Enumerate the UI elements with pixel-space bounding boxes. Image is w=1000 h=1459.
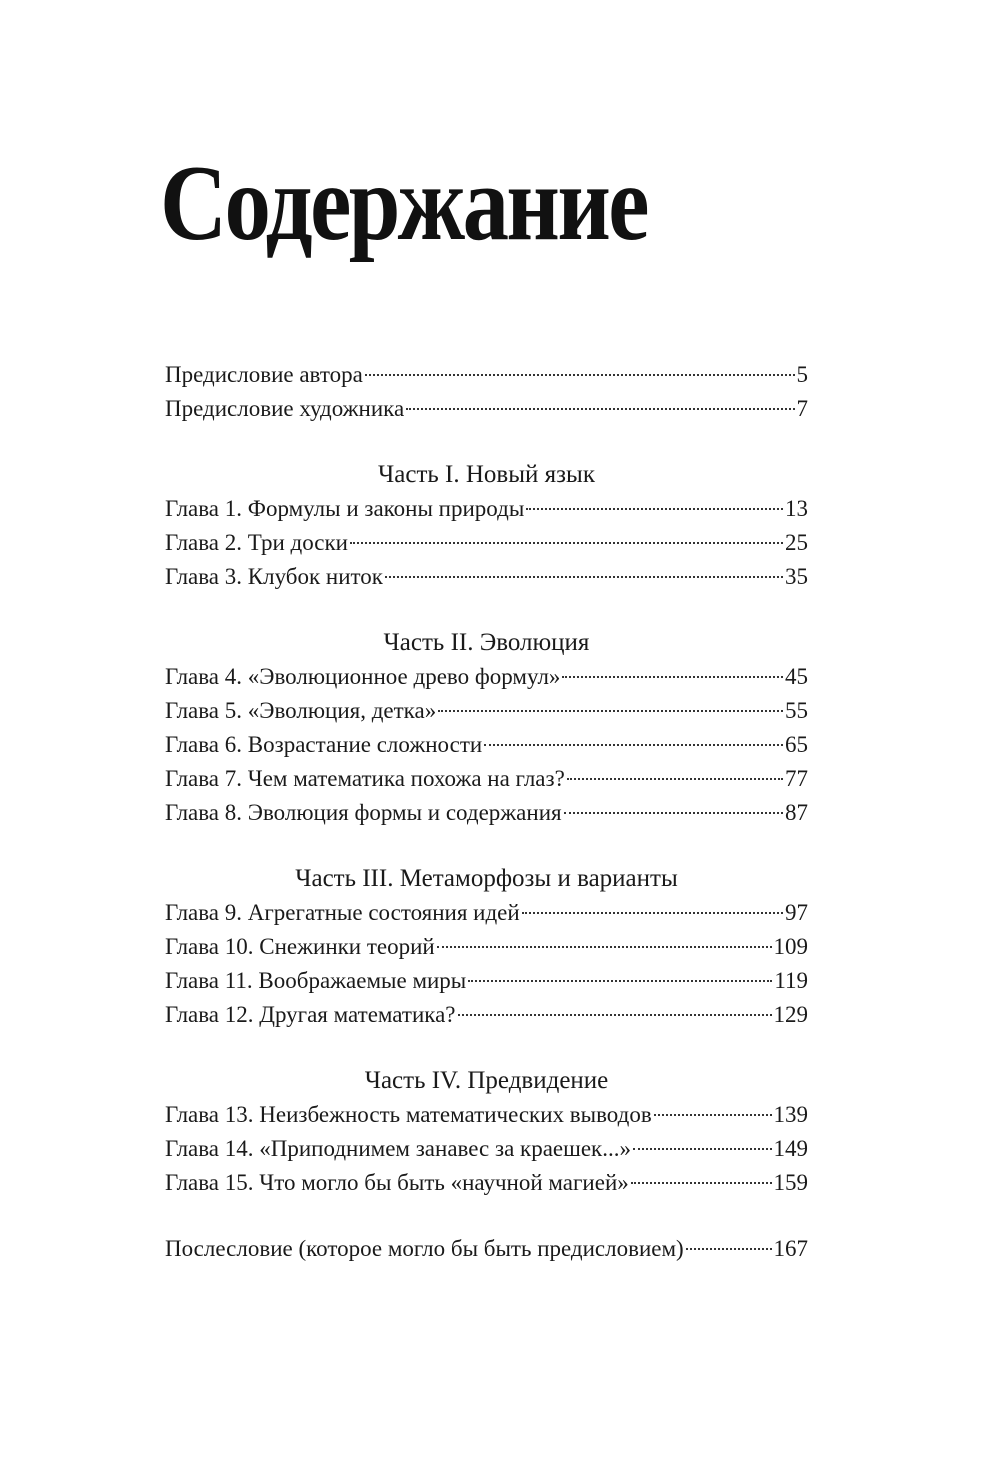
page-title: Содержание bbox=[160, 144, 647, 263]
table-of-contents bbox=[165, 358, 808, 1266]
toc-entry-author-preface[interactable] bbox=[165, 358, 808, 392]
part-heading-2: Часть II. Эволюция bbox=[383, 629, 590, 656]
toc-entry-page: 97 bbox=[785, 900, 808, 925]
dot-leader bbox=[350, 542, 783, 544]
toc-entry-page: 149 bbox=[773, 1136, 808, 1161]
part-heading-3: Часть III. Метаморфозы и варианты bbox=[295, 865, 678, 892]
dot-leader bbox=[633, 1148, 772, 1150]
toc-entry-chapter-10[interactable] bbox=[165, 930, 808, 964]
toc-entry-label: Глава 7. Чем математика похожа на глаз? bbox=[165, 766, 565, 791]
toc-entry-chapter-1[interactable] bbox=[165, 492, 808, 526]
toc-entry-page: 35 bbox=[785, 564, 808, 589]
toc-entry-chapter-2[interactable] bbox=[165, 526, 808, 560]
toc-entry-label: Глава 1. Формулы и законы природы bbox=[165, 496, 525, 521]
toc-entry-label: Глава 13. Неизбежность математических выводов bbox=[165, 1102, 652, 1127]
dot-leader bbox=[438, 710, 783, 712]
toc-entry-chapter-15[interactable] bbox=[165, 1166, 808, 1200]
toc-entry-label: Глава 12. Другая математика? bbox=[165, 1002, 456, 1027]
toc-entry-page: 77 bbox=[785, 766, 808, 791]
toc-entry-chapter-3[interactable] bbox=[165, 560, 808, 594]
toc-entry-chapter-5[interactable] bbox=[165, 694, 808, 728]
toc-entry-label: Глава 4. «Эволюционное древо формул» bbox=[165, 664, 561, 689]
toc-entry-label: Глава 6. Возрастание сложности bbox=[165, 732, 483, 757]
toc-entry-label: Глава 15. Что могло бы быть «научной магией» bbox=[165, 1170, 629, 1195]
toc-entry-chapter-13[interactable] bbox=[165, 1098, 808, 1132]
part-heading-1: Часть I. Новый язык bbox=[378, 461, 595, 488]
toc-entry-page: 45 bbox=[785, 664, 808, 689]
toc-entry-chapter-14[interactable] bbox=[165, 1132, 808, 1166]
toc-entry-label: Послесловие (которое могло бы быть предисловием) bbox=[165, 1236, 684, 1261]
toc-entry-page: 25 bbox=[785, 530, 808, 555]
dot-leader bbox=[562, 676, 783, 678]
toc-entry-label: Предисловие художника bbox=[165, 396, 405, 421]
toc-entry-label: Глава 2. Три доски bbox=[165, 530, 348, 555]
toc-entry-chapter-9[interactable] bbox=[165, 896, 808, 930]
toc-entry-page: 87 bbox=[785, 800, 808, 825]
dot-leader bbox=[654, 1114, 772, 1116]
dot-leader bbox=[458, 1014, 772, 1016]
toc-entry-page: 55 bbox=[785, 698, 808, 723]
toc-entry-label: Глава 10. Снежинки теорий bbox=[165, 934, 435, 959]
dot-leader bbox=[385, 576, 783, 578]
toc-entry-label: Глава 3. Клубок ниток bbox=[165, 564, 383, 589]
toc-entry-chapter-6[interactable] bbox=[165, 728, 808, 762]
dot-leader bbox=[526, 508, 783, 510]
toc-entry-artist-preface[interactable] bbox=[165, 392, 808, 426]
toc-entry-chapter-4[interactable] bbox=[165, 660, 808, 694]
toc-entry-chapter-12[interactable] bbox=[165, 998, 808, 1032]
dot-leader bbox=[484, 744, 783, 746]
toc-entry-page: 159 bbox=[773, 1170, 808, 1195]
dot-leader bbox=[437, 946, 772, 948]
dot-leader bbox=[365, 374, 795, 376]
dot-leader bbox=[468, 980, 772, 982]
toc-entry-label: Глава 5. «Эволюция, детка» bbox=[165, 698, 437, 723]
toc-entry-label: Глава 11. Воображаемые миры bbox=[165, 968, 467, 993]
toc-entry-page: 109 bbox=[773, 934, 808, 959]
toc-entry-label: Глава 8. Эволюция формы и содержания bbox=[165, 800, 562, 825]
toc-entry-chapter-11[interactable] bbox=[165, 964, 808, 998]
toc-entry-label: Предисловие автора bbox=[165, 362, 363, 387]
toc-entry-page: 13 bbox=[785, 496, 808, 521]
dot-leader bbox=[406, 408, 794, 410]
dot-leader bbox=[631, 1182, 772, 1184]
part-heading-4: Часть IV. Предвидение bbox=[364, 1067, 609, 1094]
dot-leader bbox=[567, 778, 783, 780]
toc-entry-page: 7 bbox=[796, 396, 808, 421]
toc-entry-page: 139 bbox=[773, 1102, 808, 1127]
toc-entry-page: 5 bbox=[796, 362, 808, 387]
toc-entry-chapter-8[interactable] bbox=[165, 796, 808, 830]
dot-leader bbox=[564, 812, 783, 814]
toc-entry-page: 119 bbox=[774, 968, 808, 993]
dot-leader bbox=[522, 912, 783, 914]
toc-entry-label: Глава 9. Агрегатные состояния идей bbox=[165, 900, 520, 925]
toc-entry-epilogue[interactable] bbox=[165, 1232, 808, 1266]
toc-entry-label: Глава 14. «Приподнимем занавес за краешек...» bbox=[165, 1136, 631, 1161]
dot-leader bbox=[686, 1248, 772, 1250]
toc-entry-page: 167 bbox=[773, 1236, 808, 1261]
toc-entry-page: 129 bbox=[773, 1002, 808, 1027]
toc-entry-chapter-7[interactable] bbox=[165, 762, 808, 796]
toc-entry-page: 65 bbox=[785, 732, 808, 757]
